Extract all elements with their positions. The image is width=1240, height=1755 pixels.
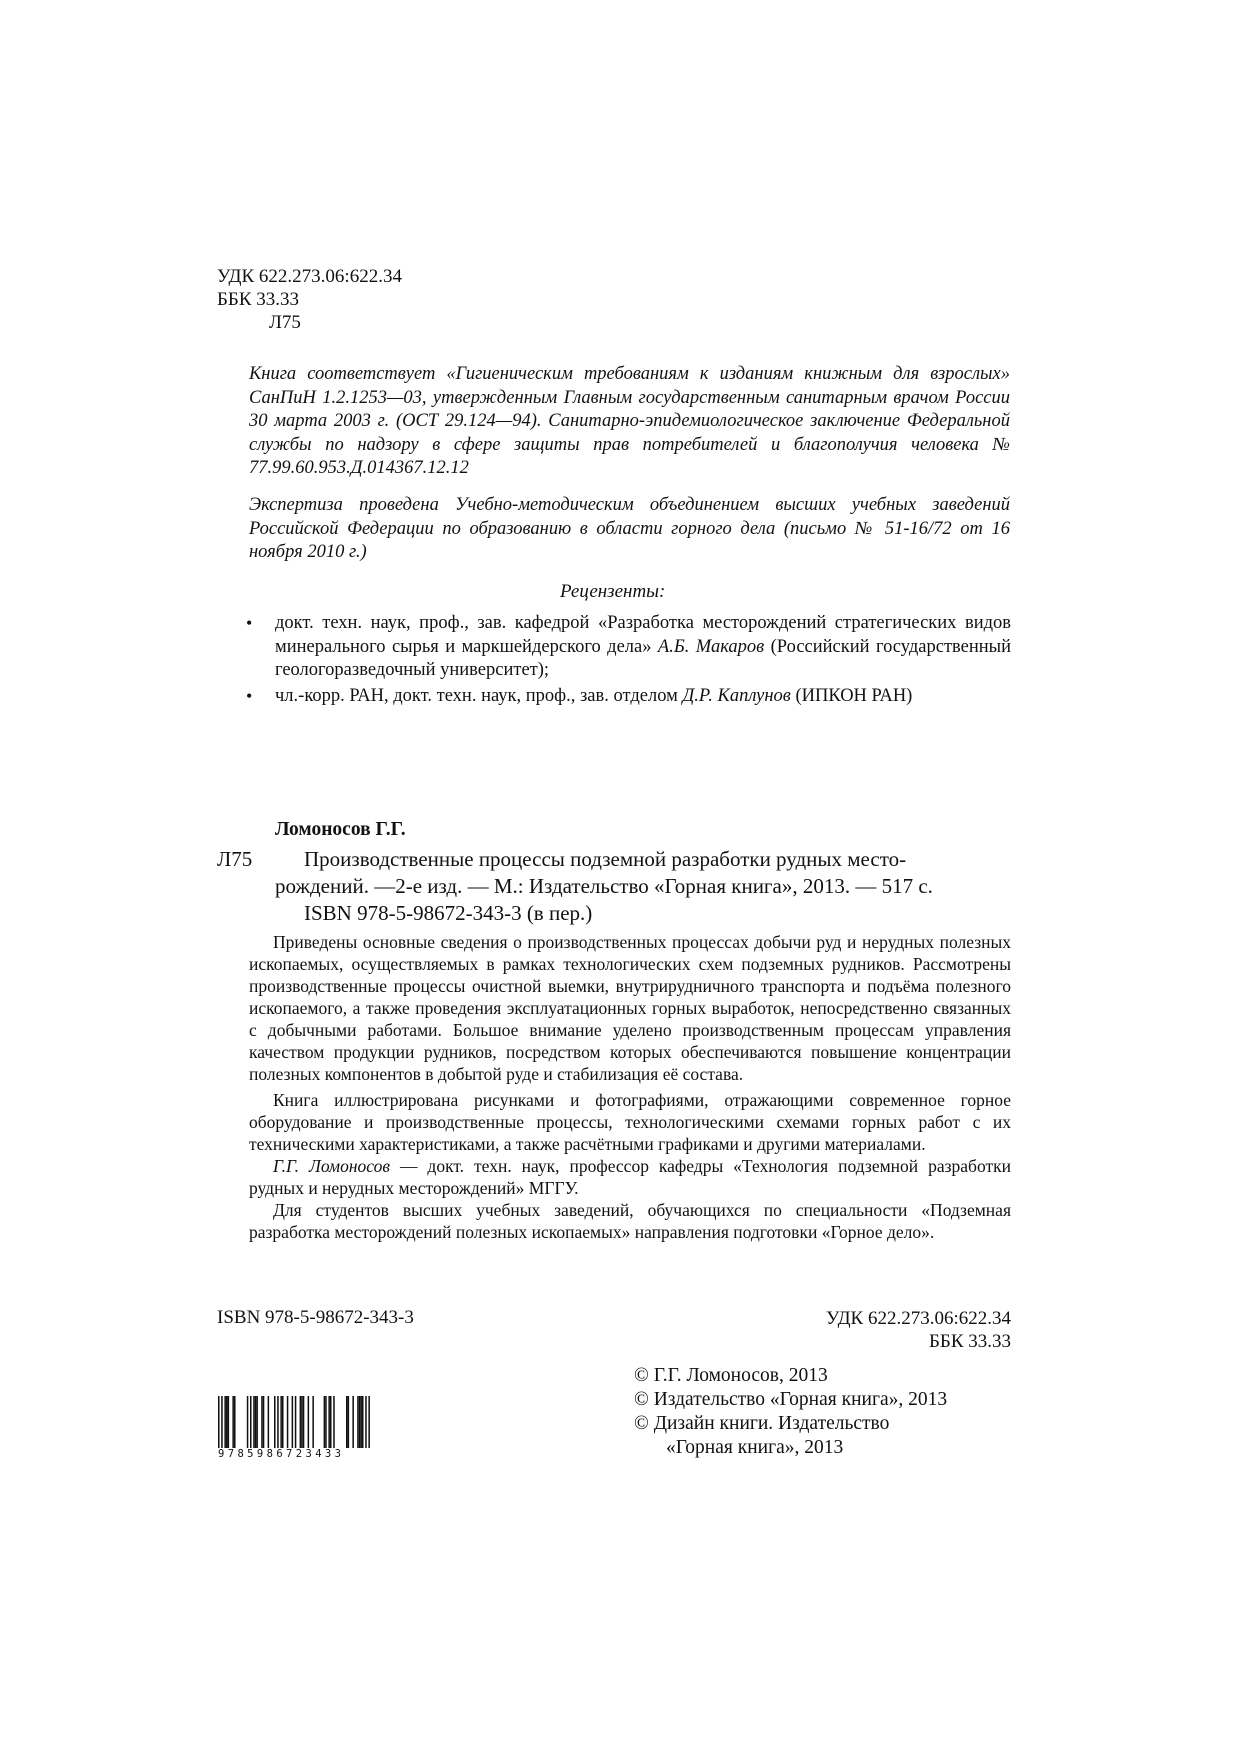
barcode-bar: [280, 1396, 282, 1448]
barcode-bar: [362, 1396, 364, 1448]
barcode-bar: [263, 1396, 265, 1448]
barcode-bar: [359, 1396, 361, 1448]
copyright-design: © Дизайн книги. Издательство: [634, 1413, 890, 1434]
barcode-bar: [308, 1396, 310, 1448]
barcode-bar: [300, 1396, 302, 1448]
footer-udk: УДК 622.273.06:622.34: [826, 1308, 1011, 1329]
reviewer-text: докт. техн. наук, проф., зав. кафедрой «Разработка месторождений стратегических видов минерального сырья и маркшейдерского дела»: [275, 613, 1011, 657]
annotation-paragraph: Приведены основные сведения о производственных процессах добычи руд и нерудных полезных ископаемых, осуществляемых в рамках технологических схем подземных рудников. Рассмотрены производственные процессы очистной выемки, внутрирудничного транспорта и подъёма полезного ископаемого, а также проведения эксплуатационных горных выработок, непосредственно связанных с добычными работами. Большое внимание уделено производственным процессам управления качеством продукции рудников, посредством которых обеспечиваются повышение концентрации полезных компонентов в добытой руде и стабилизация её состава.: [249, 932, 1011, 1084]
barcode-bar: [324, 1396, 326, 1448]
book-title-line2: рождений. —2-е изд. — М.: Издательство «Горная книга», 2013. — 517 с.: [275, 874, 933, 898]
isbn-barcode: [218, 1396, 370, 1464]
barcode-bar: [352, 1396, 354, 1448]
barcode-bar: [226, 1396, 228, 1448]
reviewer-text: чл.-корр. РАН, докт. техн. наук, проф., зав. отделом: [275, 685, 683, 706]
barcode-bar: [333, 1396, 335, 1448]
annotation-author-note: [249, 1155, 1011, 1199]
barcode-bar: [261, 1396, 263, 1448]
barcode-bar: [357, 1396, 359, 1448]
barcode-bar: [253, 1396, 255, 1448]
barcode-bar: [365, 1396, 367, 1448]
barcode-bar: [218, 1396, 220, 1448]
barcode-bar: [247, 1396, 249, 1448]
barcode-bar: [348, 1396, 350, 1448]
bullet-icon: •: [246, 613, 253, 633]
barcode-bar: [277, 1396, 279, 1448]
author-mark-code: Л75: [269, 312, 301, 333]
expertise-notice: Экспертиза проведена Учебно-методическим объединением высших учебных заведений Российской Федерации по образованию в области горного дела (письмо № 51-16/72 от 16 ноября 2010 г.): [249, 495, 1010, 562]
hygiene-notice: Книга соответствует «Гигиеническим требованиям к изданиям книжным для взрослых» СанПиН 1.2.1253—03, утвержденным Главным государственным санитарным врачом России 30 марта 2003 г. (ОСТ 29.124—94). Санитарно-эпидемиологическое заключение Федеральной службы по надзору в сфере защиты прав потребителей и благополучия человека № 77.99.60.953.Д.014367.12.12: [249, 364, 1010, 478]
reviewer-affiliation: (Российский государственный геологоразведочный университет);: [275, 636, 1012, 680]
barcode-bar: [325, 1396, 327, 1448]
barcode-bar: [224, 1396, 226, 1448]
reviewer-name: А.Б. Макаров: [657, 636, 765, 657]
barcode-bar: [287, 1396, 289, 1448]
barcode-bar: [221, 1396, 223, 1448]
reviewers-list: [246, 612, 1011, 708]
barcode-bar: [256, 1396, 258, 1448]
copyright-author: © Г.Г. Ломоносов, 2013: [634, 1365, 828, 1386]
barcode-bar: [234, 1396, 236, 1448]
barcode-bar: [328, 1396, 330, 1448]
barcode-bar: [346, 1396, 348, 1448]
copyright-publisher: © Издательство «Горная книга», 2013: [634, 1389, 948, 1410]
footer-bbk: ББК 33.33: [929, 1331, 1011, 1352]
annotation-author-name: Г.Г. Ломоносов: [273, 1156, 390, 1176]
barcode-bar: [228, 1396, 230, 1448]
reviewer-name: Д.Р. Каплунов: [682, 685, 791, 706]
barcode-bar: [268, 1396, 270, 1448]
barcode-bar: [274, 1396, 276, 1448]
barcode-bar: [295, 1396, 297, 1448]
book-title-line1: Производственные процессы подземной разработки рудных место-: [304, 847, 907, 871]
barcode-bar: [232, 1396, 234, 1448]
book-code: Л75: [217, 847, 253, 871]
reviewer-affiliation: (ИПКОН РАН): [790, 685, 913, 706]
annotation: [249, 931, 1011, 1243]
annotation-author-info: — докт. техн. наук, профессор кафедры «Технология подземной разработки рудных и нерудных месторождений» МГГУ.: [249, 1156, 1011, 1198]
barcode-bar: [368, 1396, 370, 1448]
barcode-bar: [360, 1396, 362, 1448]
reviewer-item: [246, 685, 1011, 709]
bbk-code: ББК 33.33: [217, 289, 299, 310]
annotation-audience: Для студентов высших учебных заведений, обучающихся по специальности «Подземная разработка месторождений полезных ископаемых» направления подготовки «Горное дело».: [249, 1200, 1011, 1242]
barcode-bar: [255, 1396, 257, 1448]
barcode-bar: [303, 1396, 305, 1448]
bullet-icon: •: [246, 685, 253, 706]
book-isbn-line: ISBN 978-5-98672-343-3 (в пер.): [304, 901, 593, 925]
barcode-bars: [218, 1396, 370, 1448]
reviewer-item: [246, 612, 1011, 683]
barcode-bar: [312, 1396, 314, 1448]
barcode-bar: [330, 1396, 332, 1448]
copyright-design-publisher: «Горная книга», 2013: [666, 1437, 844, 1458]
barcode-digits: 9785986723433: [218, 1448, 345, 1460]
book-author: Ломоносов Г.Г.: [275, 819, 406, 840]
annotation-paragraph: Книга иллюстрирована рисунками и фотографиями, отражающими современное горное оборудование и производственные процессы, технологическими схемами горных работ с их техническими характеристиками, а также расчётными графиками и другими материалами.: [249, 1090, 1011, 1154]
footer-isbn: ISBN 978-5-98672-343-3: [217, 1307, 414, 1328]
reviewers-heading: Рецензенты:: [560, 581, 666, 602]
barcode-bar: [301, 1396, 303, 1448]
barcode-bar: [292, 1396, 294, 1448]
barcode-bar: [250, 1396, 252, 1448]
barcode-bar: [282, 1396, 284, 1448]
udk-code: УДК 622.273.06:622.34: [217, 266, 402, 287]
